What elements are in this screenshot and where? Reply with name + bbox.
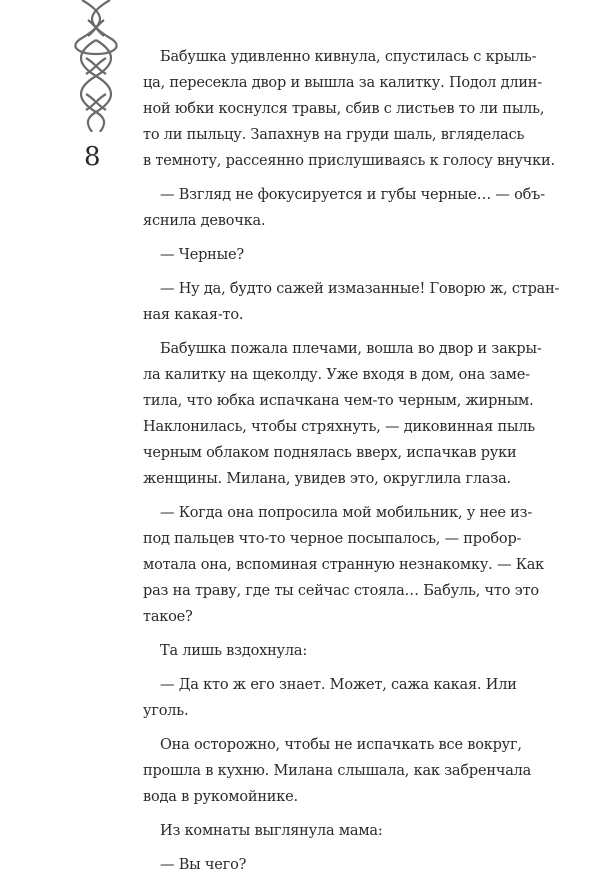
braided-knot-ornament-icon: [72, 0, 120, 132]
text-line: Бабушка удивленно кивнула, спустилась с крыль-: [160, 49, 537, 65]
paragraph: [143, 672, 523, 724]
text-line: раз на траву, где ты сейчас стояла… Бабуль, что это: [143, 583, 539, 599]
text-line: Бабушка пожала плечами, вошла во двор и закры-: [160, 341, 542, 357]
text-line: женщины. Милана, увидев это, округлила глаза.: [143, 471, 511, 487]
text-line: вода в рукомойнике.: [143, 789, 298, 805]
paragraph: [143, 732, 532, 810]
paragraph: [143, 182, 545, 234]
text-line: прошла в кухню. Милана слышала, как забренчала: [143, 763, 532, 779]
paragraph: [143, 500, 545, 630]
paragraph: [143, 44, 555, 174]
paragraph: [143, 336, 542, 492]
text-line: под пальцев что-то черное посыпалось, — пробор-: [143, 531, 522, 547]
text-line: — Да кто ж его знает. Может, сажа какая. Или: [160, 677, 517, 693]
text-line: черным облаком поднялась вверх, испачкав руки: [143, 445, 517, 461]
text-line: — Когда она попросила мой мобильник, у нее из-: [160, 505, 533, 521]
text-line: ла калитку на щеколду. Уже входя в дом, она заме-: [143, 367, 530, 383]
text-line: такое?: [143, 609, 193, 625]
text-line: то ли пыльцу. Запахнув на груди шаль, вгляделась: [143, 127, 525, 143]
text-line: яснила девочка.: [143, 213, 266, 229]
text-line: ная какая-то.: [143, 307, 244, 323]
paragraph: [143, 276, 560, 328]
text-line: мотала она, вспоминая странную незнакомку. — Как: [143, 557, 545, 573]
paragraph: [143, 638, 523, 664]
paragraph: [143, 852, 523, 878]
body-text: [143, 44, 560, 878]
text-line: тила, что юбка испачкана чем-то черным, жирным.: [143, 393, 534, 409]
text-line: Та лишь вздохнула:: [160, 643, 308, 659]
text-line: Из комнаты выглянула мама:: [160, 823, 383, 839]
text-line: — Взгляд не фокусируется и губы черные… — объ-: [160, 187, 545, 203]
text-line: — Черные?: [160, 247, 244, 263]
text-line: Она осторожно, чтобы не испачкать все вокруг,: [160, 737, 522, 753]
text-line: уголь.: [143, 703, 189, 719]
text-line: Наклонилась, чтобы стряхнуть, — диковинная пыль: [143, 419, 535, 435]
text-line: — Вы чего?: [160, 857, 247, 873]
text-line: ца, пересекла двор и вышла за калитку. Подол длин-: [143, 75, 542, 91]
text-line: — Ну да, будто сажей измазанные! Говорю ж, стран-: [160, 281, 560, 297]
paragraph: [143, 818, 523, 844]
text-line: в темноту, рассеянно прислушиваясь к голосу внучки.: [143, 153, 555, 169]
text-line: ной юбки коснулся травы, сбив с листьев то ли пыль,: [143, 101, 545, 117]
page-number: 8: [84, 142, 101, 172]
paragraph: [143, 242, 523, 268]
